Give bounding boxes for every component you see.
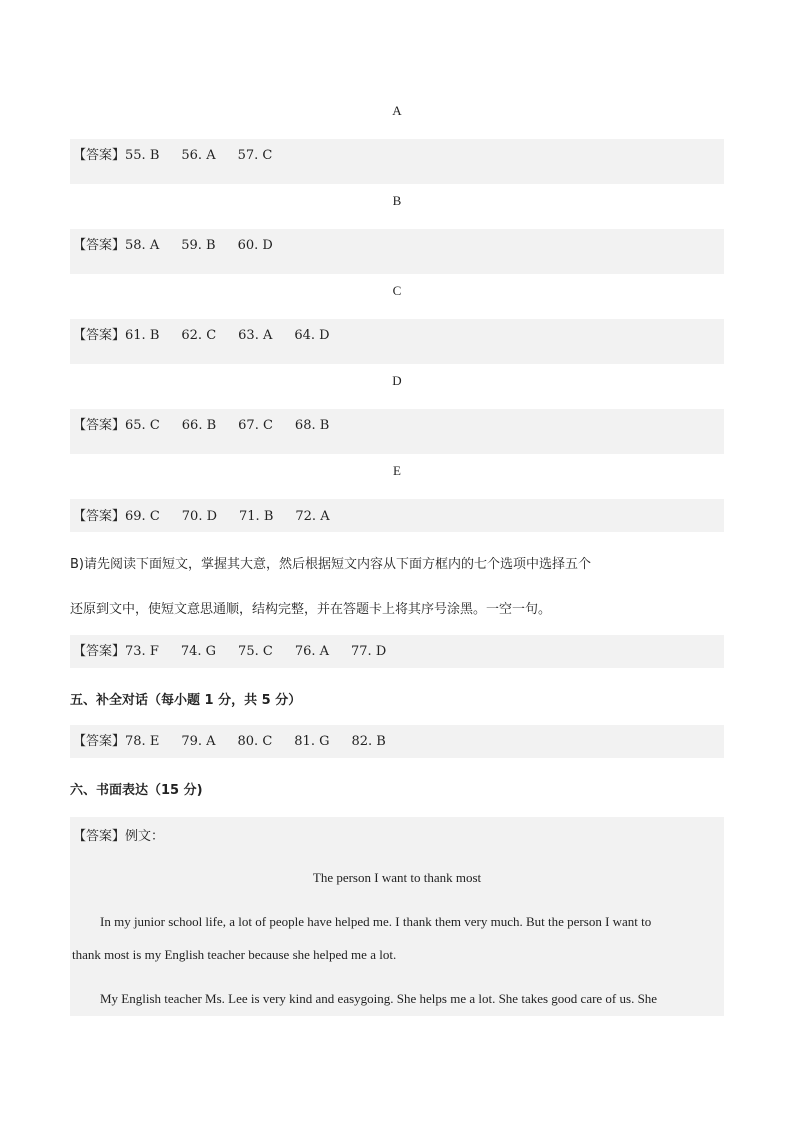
answer-tag: 【答案】	[73, 328, 126, 343]
answer-tag: 【答案】	[73, 418, 126, 433]
answer-item: 65. C	[125, 418, 160, 433]
answer-item: 56. A	[181, 148, 216, 163]
answer-item: 80. C	[237, 734, 273, 749]
essay-box	[70, 817, 724, 1016]
section-label-a: A	[392, 103, 402, 118]
answer-row-d	[70, 409, 724, 454]
essay-answer-header: 【答案】例文：	[73, 829, 165, 844]
answer-row-a	[70, 139, 724, 184]
answer-item: 61. B	[125, 328, 160, 343]
answer-tag: 【答案】	[73, 238, 126, 253]
essay-paragraph-1-line-1: In my junior school life, a lot of people have helped me. I thank them very much. But the person I want to	[100, 914, 652, 929]
answer-row-part-5	[70, 725, 724, 758]
answer-item: 71. B	[239, 509, 274, 524]
answer-item: 57. C	[237, 148, 273, 163]
answer-item: 74. G	[180, 644, 217, 659]
answer-tag: 【答案】	[73, 509, 126, 524]
answer-item: 69. C	[125, 509, 160, 524]
answer-item: 68. B	[294, 418, 330, 433]
answer-item: 64. D	[294, 328, 330, 343]
answer-row-c	[70, 319, 724, 364]
answer-tag: 【答案】	[73, 734, 126, 749]
answer-tag: 【答案】	[73, 644, 126, 659]
answer-item: 67. C	[238, 418, 273, 433]
essay-paragraph-2-line-1: My English teacher Ms. Lee is very kind and easygoing. She helps me a lot. She takes good care of us. She	[100, 991, 658, 1006]
answer-item: 79. A	[181, 734, 216, 749]
answer-item: 72. A	[295, 509, 330, 524]
answer-item: 55. B	[125, 148, 160, 163]
answer-row-b	[70, 229, 724, 274]
answer-row-part-b	[70, 635, 724, 668]
answer-item: 59. B	[181, 238, 216, 253]
answer-item: 77. D	[351, 644, 387, 659]
answer-tag: 【答案】	[73, 148, 126, 163]
section-label-e: E	[393, 463, 401, 478]
answer-item: 66. B	[181, 418, 217, 433]
answer-item: 73. F	[125, 644, 159, 659]
answer-item: 70. D	[181, 509, 218, 524]
essay-paragraph-1-line-2: thank most is my English teacher because she helped me a lot.	[72, 947, 397, 962]
answer-item: 78. E	[125, 734, 160, 749]
answer-item: 81. G	[294, 734, 330, 749]
section-label-d: D	[392, 373, 402, 388]
part-5-heading: 五、补全对话（每小题 1 分，共 5 分）	[70, 693, 302, 708]
part-b-instruction-line1: B)请先阅读下面短文，掌握其大意，然后根据短文内容从下面方框内的七个选项中选择五个	[70, 557, 591, 572]
answer-item: 76. A	[294, 644, 330, 659]
section-label-c: C	[392, 283, 402, 298]
answer-item: 63. A	[238, 328, 273, 343]
answer-item: 75. C	[238, 644, 273, 659]
answer-row-e	[70, 499, 724, 532]
answer-item: 82. B	[351, 734, 386, 749]
answer-item: 60. D	[237, 238, 273, 253]
answer-item: 58. A	[125, 238, 160, 253]
section-label-b: B	[392, 193, 402, 208]
essay-title: The person I want to thank most	[312, 870, 482, 885]
answer-item: 62. C	[181, 328, 217, 343]
part-b-instruction-line2: 还原到文中，使短文意思通顺，结构完整，并在答题卡上将其序号涂黑。一空一句。	[70, 602, 552, 617]
part-6-heading: 六、书面表达（15 分)	[70, 783, 203, 798]
